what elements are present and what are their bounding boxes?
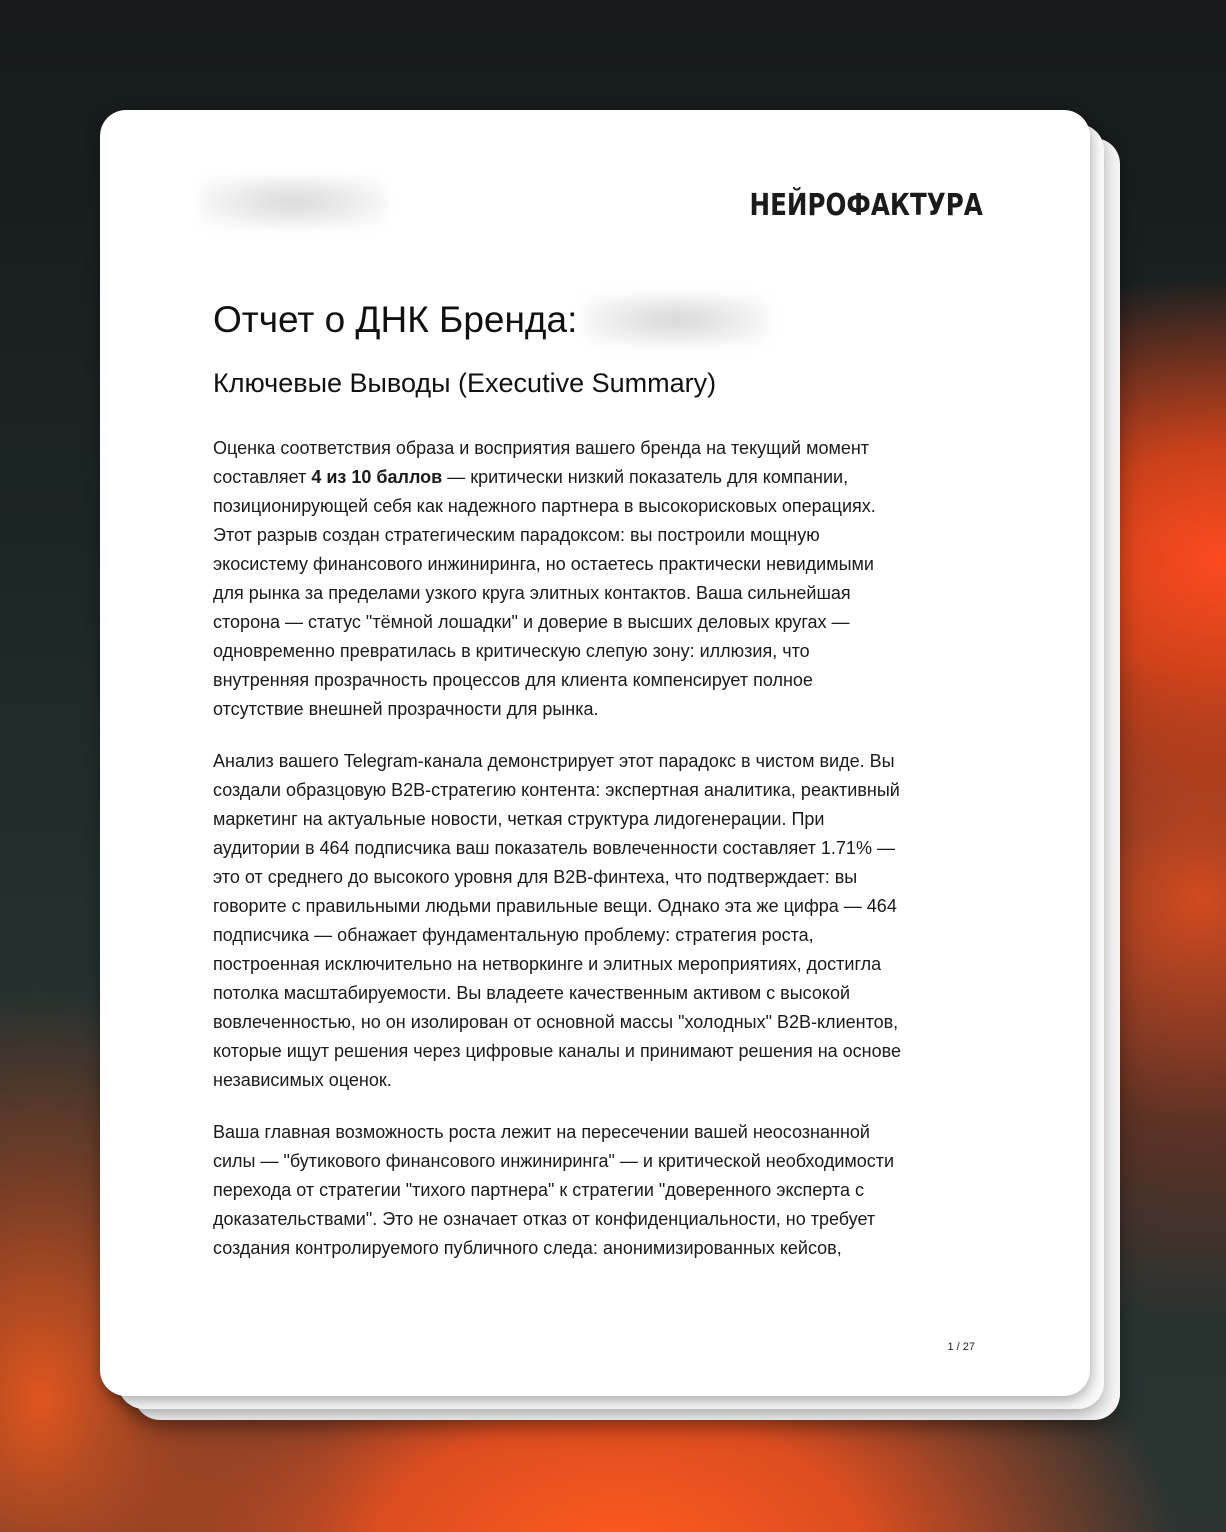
paragraph-line: которые ищут решения через цифровые каналы и принимают решения на основе bbox=[213, 1041, 901, 1061]
paragraph-line: потолка масштабируемости. Вы владеете качественным активом с высокой bbox=[213, 983, 851, 1003]
paragraph-2 bbox=[213, 747, 983, 1095]
paragraph-line: Анализ вашего Telegram-канала демонстрирует этот парадокс в чистом виде. Вы bbox=[213, 751, 895, 771]
paragraph-3 bbox=[213, 1118, 983, 1263]
paragraph-line: подписчика — обнажает фундаментальную проблему: стратегия роста, bbox=[213, 925, 814, 945]
score-highlight: 4 из 10 баллов bbox=[311, 467, 443, 487]
paragraph-line: аудитории в 464 подписчика ваш показатель вовлеченности составляет 1.71% — bbox=[213, 838, 895, 858]
section-heading: Ключевые Выводы (Executive Summary) bbox=[213, 368, 717, 398]
paragraph-line: сторона — статус "тёмной лошадки" и доверие в высших деловых кругах — bbox=[213, 612, 850, 632]
paragraph-line: создания контролируемого публичного следа: анонимизированных кейсов, bbox=[213, 1238, 842, 1258]
paragraph-line: позиционирующей себя как надежного партнера в высокорисковых операциях. bbox=[213, 496, 876, 516]
paragraph-line: Оценка соответствия образа и восприятия вашего бренда на текущий момент bbox=[213, 438, 870, 458]
paragraph-line: перехода от стратегии "тихого партнера" к стратегии "доверенного эксперта с bbox=[213, 1180, 864, 1200]
paragraph-line: маркетинг на актуальные новости, четкая структура лидогенерации. При bbox=[213, 809, 825, 829]
paragraph-line: отсутствие внешней прозрачности для рынка. bbox=[213, 699, 599, 719]
paragraph-line: для рынка за пределами узкого круга элитных контактов. Ваша сильнейшая bbox=[213, 583, 851, 603]
paragraph-line: внутренняя прозрачность процессов для клиента компенсирует полное bbox=[213, 670, 813, 690]
page-title: Отчет о ДНК Бренда: bbox=[213, 299, 578, 340]
redacted-client-logo bbox=[200, 176, 386, 228]
paragraph-line: одновременно превратилась в критическую слепую зону: иллюзия, что bbox=[213, 641, 810, 661]
paragraph-1 bbox=[213, 434, 983, 724]
page-number: 1 / 27 bbox=[947, 1341, 975, 1353]
line-text: составляет bbox=[213, 467, 312, 487]
paragraph-line: Ваша главная возможность роста лежит на пересечении вашей неосознанной bbox=[213, 1122, 870, 1142]
line-text: — критически низкий показатель для компании, bbox=[442, 467, 849, 487]
paragraph-line: говорите с правильными людьми правильные вещи. Однако эта же цифра — 464 bbox=[213, 896, 897, 916]
paragraph-line: вовлеченностью, но он изолирован от основной массы "холодных" B2B-клиентов, bbox=[213, 1012, 899, 1032]
paragraph-line: это от среднего до высокого уровня для B2B-финтеха, что подтверждает: вы bbox=[213, 867, 858, 887]
brand-logo: НЕЙРОФАКТУРА bbox=[749, 188, 983, 223]
redacted-brand-name bbox=[583, 294, 769, 346]
paragraph-line: независимых оценок. bbox=[213, 1070, 392, 1090]
paragraph-line: Этот разрыв создан стратегическим парадоксом: вы построили мощную bbox=[213, 525, 820, 545]
paragraph-line bbox=[213, 463, 983, 492]
paragraph-line: создали образцовую B2B-стратегию контента: экспертная аналитика, реактивный bbox=[213, 780, 900, 800]
paragraph-line: построенная исключительно на нетворкинге и элитных мероприятиях, достигла bbox=[213, 954, 882, 974]
paragraph-line: доказательствами". Это не означает отказ от конфиденциальности, но требует bbox=[213, 1209, 876, 1229]
title-row bbox=[213, 292, 769, 348]
paragraph-line: экосистему финансового инжиниринга, но остаетесь практически невидимыми bbox=[213, 554, 874, 574]
paragraph-line: силы — "бутикового финансового инжиниринга" — и критической необходимости bbox=[213, 1151, 895, 1171]
